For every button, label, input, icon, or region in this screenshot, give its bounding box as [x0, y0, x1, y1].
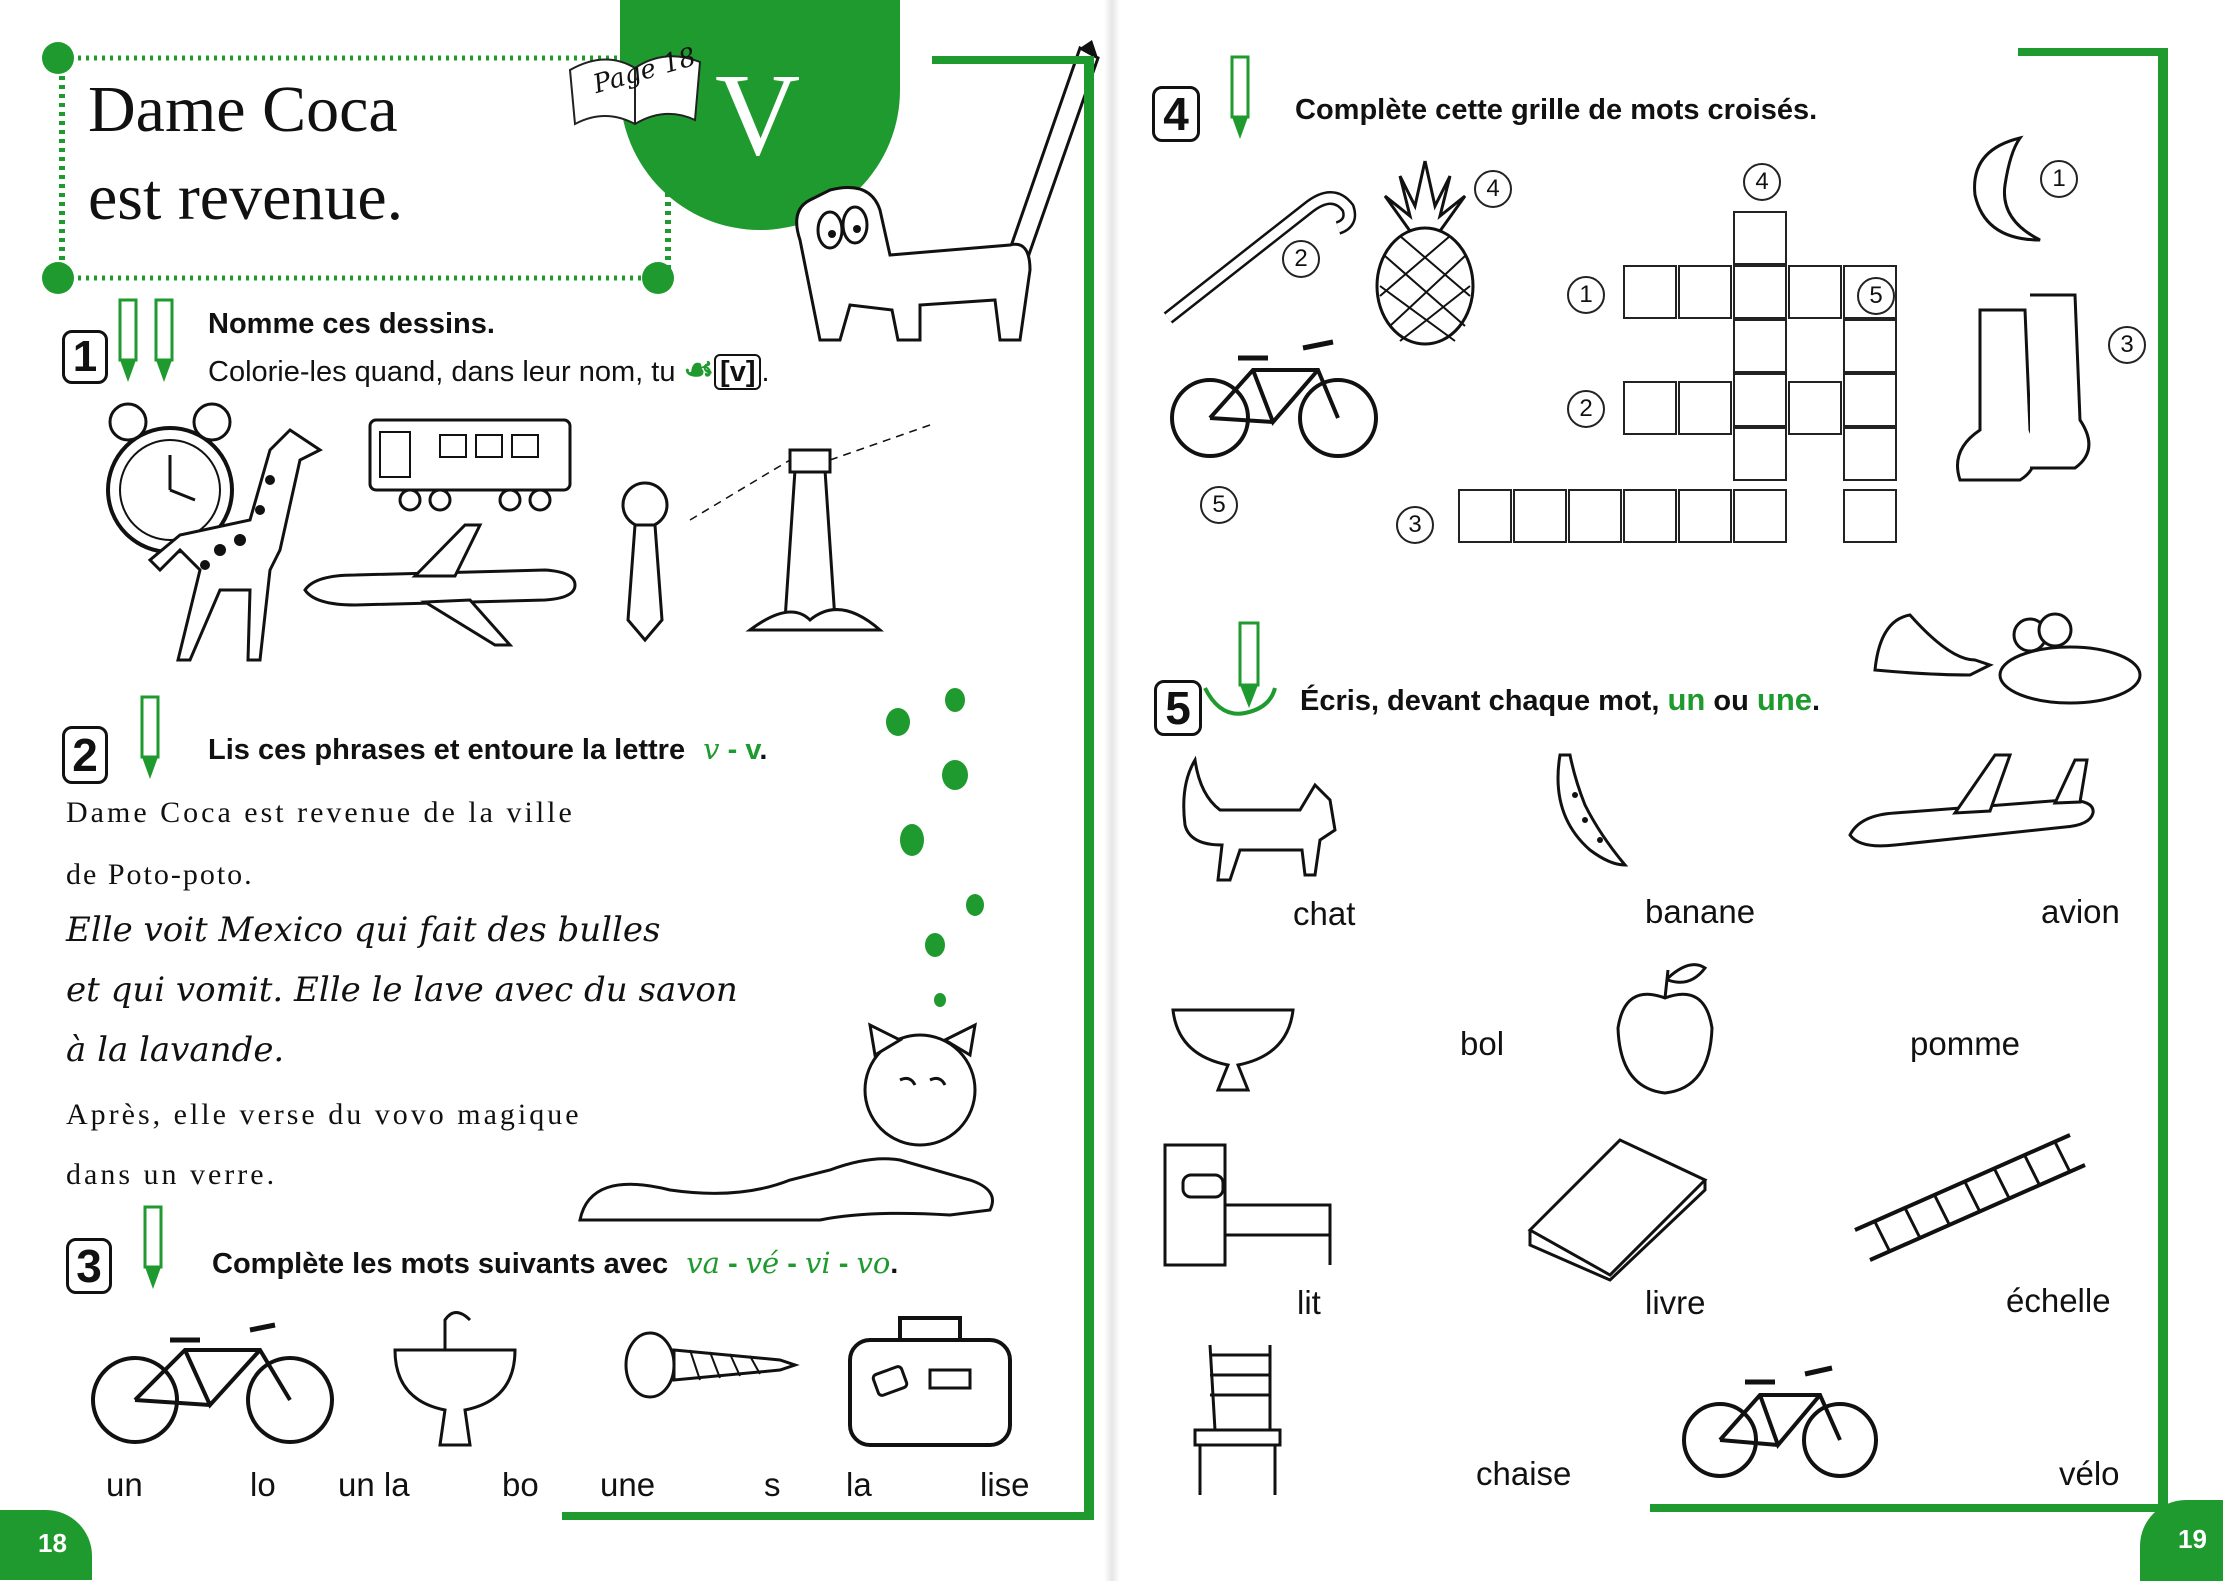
- right-frame-top: [2018, 48, 2168, 56]
- bowl-image: [1168, 995, 1298, 1095]
- grid-cell[interactable]: [1678, 489, 1732, 543]
- cat-lying-image: [570, 1020, 1010, 1220]
- bicycle-image: [1168, 330, 1383, 470]
- clue-2-marker: 2: [1282, 240, 1320, 278]
- instruction-text: Colorie-les quand, dans leur nom, tu: [208, 356, 676, 388]
- grid-cell[interactable]: [1788, 381, 1842, 435]
- ear-icon: ☙: [683, 351, 715, 389]
- airplane-image: [295, 520, 585, 650]
- exercise-3-number: 3: [66, 1238, 112, 1294]
- grid-cell[interactable]: [1733, 373, 1787, 427]
- grid-cell[interactable]: [1843, 427, 1897, 481]
- clue-2-marker-grid: 2: [1567, 390, 1605, 428]
- grid-cell[interactable]: [1678, 381, 1732, 435]
- right-page-number: 19: [2178, 1524, 2207, 1554]
- grid-cell[interactable]: [1788, 265, 1842, 319]
- grid-cell[interactable]: [1733, 319, 1787, 373]
- exercise-4-title: Complète cette grille de mots croisés.: [1295, 94, 1818, 126]
- chair-image: [1185, 1340, 1295, 1500]
- grid-cell[interactable]: [1843, 489, 1897, 543]
- exercise-2-title: Lis ces phrases et entoure la lettre v - v.: [208, 732, 768, 766]
- exercise-1-instruction: Colorie-les quand, dans leur nom, tu ☙ [v] .: [208, 351, 770, 389]
- bubbles-image: [880, 680, 1000, 1020]
- ladder-image: [1850, 1130, 2090, 1270]
- reading-line-4: et qui vomit. Elle le lave avec du savon: [66, 970, 738, 1010]
- reading-line-5: à la lavande.: [66, 1030, 285, 1070]
- grid-cell[interactable]: [1623, 265, 1677, 319]
- cat-pencil-icon: [780, 40, 1100, 350]
- pencil-icon: [1200, 618, 1290, 730]
- cane-image: [1158, 178, 1358, 328]
- reading-line-3: Elle voit Mexico qui fait des bulles: [66, 910, 661, 950]
- syllable-va: va: [686, 1246, 720, 1280]
- letter-v: V: [715, 49, 801, 180]
- grid-cell[interactable]: [1513, 489, 1567, 543]
- grid-cell[interactable]: [1733, 427, 1787, 481]
- word-echelle: échelle: [2006, 1282, 2111, 1319]
- ex3-word-7: la: [846, 1466, 872, 1503]
- page-ref: Page 18: [589, 42, 700, 100]
- left-frame-bottom: [562, 1512, 1094, 1520]
- ex3-word-3: un la: [338, 1466, 410, 1503]
- exercise-5-number: 5: [1154, 680, 1202, 736]
- suitcase-image: [845, 1310, 1015, 1450]
- mouse-trumpet-image: [1870, 600, 2160, 720]
- bicycle-image: [90, 1310, 340, 1450]
- word-livre: livre: [1645, 1284, 1706, 1321]
- word-pomme: pomme: [1910, 1025, 2021, 1062]
- clue-5-marker-image: 5: [1200, 486, 1238, 524]
- left-page-number: 18: [38, 1528, 67, 1558]
- ex3-word-8: lise: [980, 1466, 1030, 1503]
- reading-line-2: de Poto-poto.: [66, 858, 254, 891]
- word-bol: bol: [1460, 1025, 1505, 1062]
- screw-image: [620, 1330, 800, 1400]
- syllable-vi: vi: [805, 1246, 831, 1280]
- airplane-image: [1845, 745, 2105, 865]
- tie-image: [600, 480, 690, 650]
- page-title-line1: Dame Coca: [88, 73, 398, 146]
- clue-4-marker: 4: [1474, 170, 1512, 208]
- grid-cell[interactable]: [1678, 265, 1732, 319]
- page-title-line2: est revenue.: [88, 161, 404, 234]
- exercise-1-number: 1: [62, 330, 108, 384]
- clue-1-marker: 1: [1567, 276, 1605, 314]
- cat-image: [1170, 755, 1345, 885]
- pencil-icon: [1220, 55, 1280, 147]
- pencil-icon: [133, 1205, 193, 1297]
- right-frame-vertical: [2158, 48, 2168, 1508]
- sink-image: [385, 1300, 525, 1450]
- ex3-word-5: une: [600, 1466, 656, 1503]
- clue-1-marker-image: 1: [2040, 160, 2078, 198]
- syllable-ve: vé: [745, 1246, 780, 1280]
- word-banane: banane: [1645, 893, 1756, 930]
- clue-5-marker-grid: 5: [1857, 277, 1895, 315]
- ex3-word-4: bo: [502, 1466, 539, 1503]
- grid-cell[interactable]: [1733, 489, 1787, 543]
- lighthouse-image: [690, 420, 940, 660]
- word-chaise: chaise: [1476, 1455, 1572, 1492]
- grid-cell[interactable]: [1623, 381, 1677, 435]
- clue-3-marker-grid: 3: [1396, 506, 1434, 544]
- book-spine: [1104, 0, 1120, 1581]
- reading-line-6: Après, elle verse du vovo magique: [66, 1098, 582, 1131]
- grid-cell[interactable]: [1843, 319, 1897, 373]
- exercise-5-title: Écris, devant chaque mot, un ou une.: [1300, 682, 1821, 717]
- pencil-icon: [108, 298, 188, 388]
- grid-cell[interactable]: [1458, 489, 1512, 543]
- left-frame-top: [932, 56, 1094, 64]
- book-image: [1520, 1130, 1710, 1280]
- exercise-1-title: Nomme ces dessins.: [208, 308, 495, 340]
- train-car-image: [360, 410, 580, 515]
- apple-image: [1610, 958, 1720, 1098]
- pineapple-image: [1370, 156, 1480, 346]
- grid-cell[interactable]: [1843, 373, 1897, 427]
- exercise-4-number: 4: [1152, 86, 1200, 142]
- word-avion: avion: [2041, 893, 2120, 930]
- ex3-word-6: s: [764, 1466, 781, 1503]
- grid-cell[interactable]: [1568, 489, 1622, 543]
- reading-line-7: dans un verre.: [66, 1158, 278, 1191]
- ex3-word-1: un: [106, 1466, 143, 1503]
- ex3-word-2: lo: [250, 1466, 276, 1503]
- clue-4-marker-grid: 4: [1743, 163, 1781, 201]
- grid-cell[interactable]: [1623, 489, 1677, 543]
- boots-image: [1950, 290, 2125, 490]
- word-chat: chat: [1293, 895, 1356, 932]
- cursive-letter-v: v: [703, 732, 720, 766]
- syllable-vo: vo: [856, 1246, 891, 1280]
- bicycle-image: [1680, 1360, 1880, 1485]
- word-velo: vélo: [2059, 1455, 2120, 1492]
- left-frame-vertical: [1084, 60, 1094, 1520]
- right-frame-bottom: [1650, 1504, 2168, 1512]
- reading-line-1: Dame Coca est revenue de la ville: [66, 796, 575, 829]
- grid-cell[interactable]: [1733, 265, 1787, 319]
- bed-image: [1155, 1135, 1340, 1270]
- moon-image: [1960, 130, 2050, 250]
- word-lit: lit: [1297, 1284, 1321, 1321]
- exercise-2-number: 2: [62, 726, 108, 784]
- grid-cell[interactable]: [1733, 211, 1787, 265]
- sound-symbol: [v]: [714, 354, 761, 390]
- banana-image: [1540, 745, 1640, 875]
- clue-3-marker-image: 3: [2108, 326, 2146, 364]
- pencil-icon: [130, 695, 190, 785]
- exercise-3-title: Complète les mots suivants avec va - vé - vi - vo.: [212, 1246, 899, 1280]
